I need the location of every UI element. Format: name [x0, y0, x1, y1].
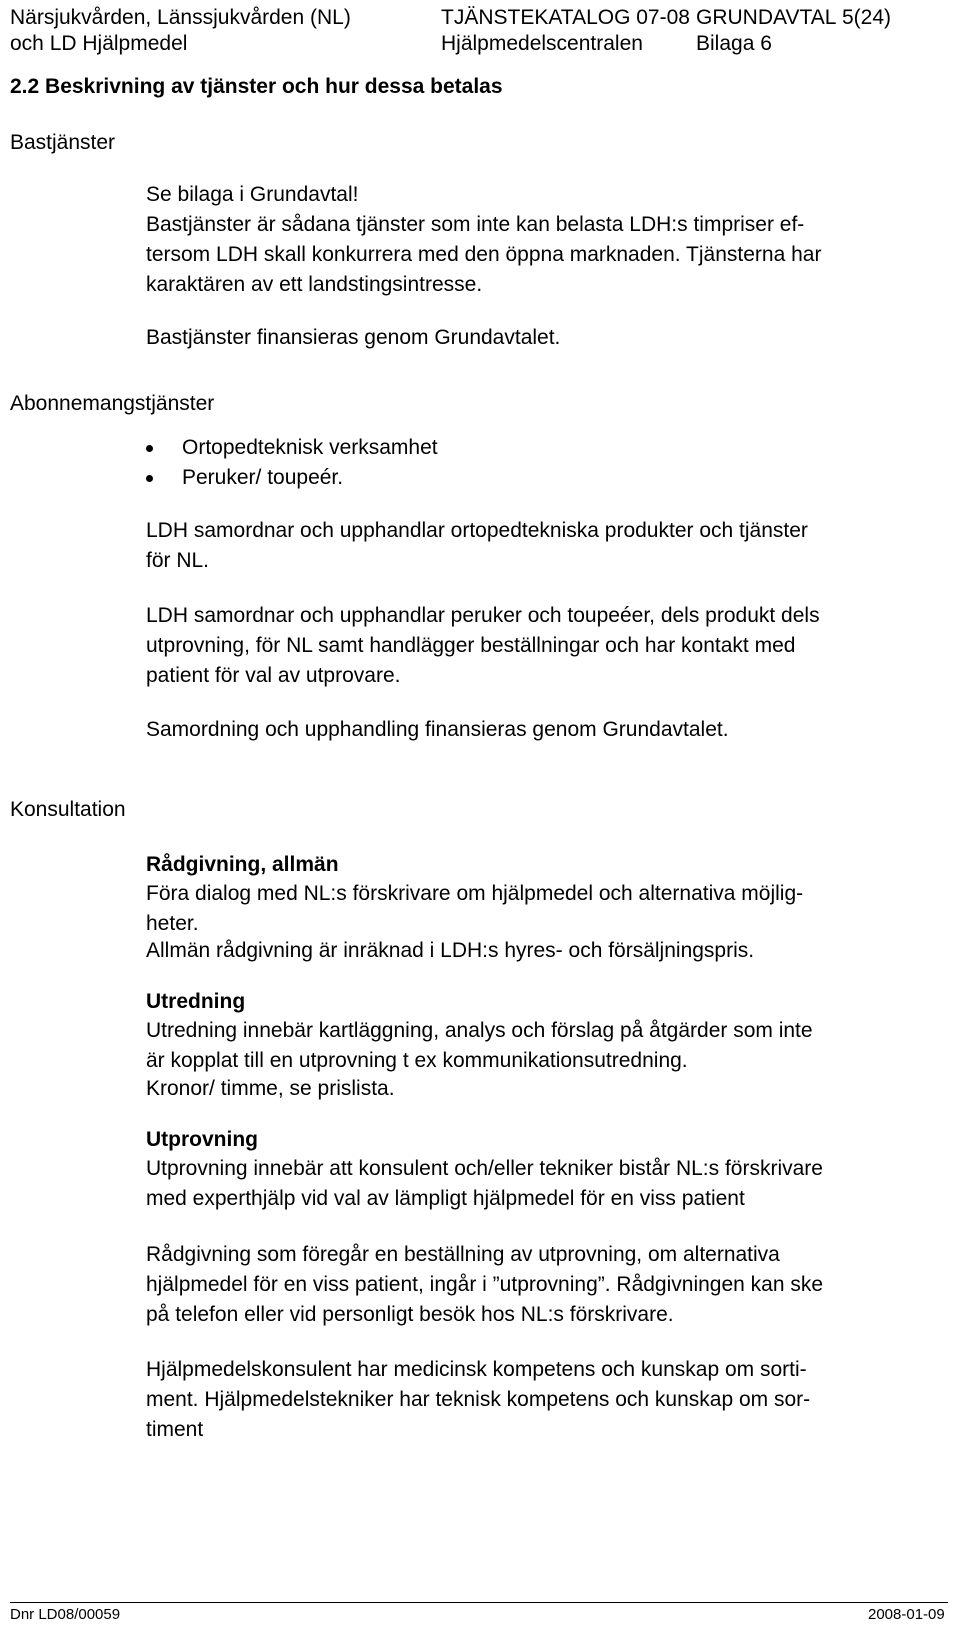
- bullet-text: Peruker/ toupeér.: [182, 466, 344, 489]
- text-line: Föra dialog med NL:s förskrivare om hjälpmedel och alternativa möjlig-: [146, 882, 804, 905]
- radgivning-text: [146, 879, 926, 939]
- header-org-line2: och LD Hjälpmedel: [10, 32, 188, 55]
- text-line: med experthjälp vid val av lämpligt hjälpmedel för en viss patient: [146, 1187, 745, 1210]
- text-line: tersom LDH skall konkurrera med den öppna marknaden. Tjänsterna har: [146, 243, 822, 266]
- utredning-price: Kronor/ timme, se prislista.: [146, 1077, 395, 1100]
- text-line: hjälpmedel för en viss patient, ingår i ”utprovning”. Rådgivningen kan ske: [146, 1273, 824, 1296]
- text-line: för NL.: [146, 549, 210, 572]
- utprovning-heading: Utprovning: [146, 1128, 258, 1151]
- text-line: Hjälpmedelskonsulent har medicinsk kompetens och kunskap om sorti-: [146, 1358, 807, 1381]
- bastjanster-paragraph-1: [146, 180, 926, 300]
- text-line: timent: [146, 1418, 204, 1441]
- side-label-abonnemang: Abonnemangstjänster: [10, 392, 215, 415]
- header-org-line1: Närsjukvården, Länssjukvården (NL): [10, 6, 351, 29]
- text-line: LDH samordnar och upphandlar peruker och toupeéer, dels produkt dels: [146, 604, 820, 627]
- text-line: ment. Hjälpmedelstekniker har teknisk kompetens och kunskap om sor-: [146, 1388, 811, 1411]
- abonnemang-paragraph-2: [146, 601, 926, 691]
- utredning-heading: Utredning: [146, 990, 246, 1013]
- section-title: 2.2 Beskrivning av tjänster och hur dessa betalas: [10, 75, 503, 98]
- text-line: Utprovning innebär att konsulent och/eller tekniker bistår NL:s förskrivare: [146, 1157, 823, 1180]
- text-line: Utredning innebär kartläggning, analys och förslag på åtgärder som inte: [146, 1019, 813, 1042]
- radgivning-heading: Rådgivning, allmän: [146, 853, 339, 876]
- bullet-text: Ortopedteknisk verksamhet: [182, 436, 438, 459]
- side-label-konsultation: Konsultation: [10, 798, 126, 821]
- utredning-text: [146, 1016, 926, 1076]
- text-line: utprovning, för NL samt handlägger beställningar och har kontakt med: [146, 634, 796, 657]
- header-page-number: 5(24): [842, 6, 892, 29]
- text-line: patient för val av utprovare.: [146, 664, 401, 687]
- header-catalog-line2: Hjälpmedelscentralen: [441, 32, 643, 55]
- utprovning-paragraph-3: [146, 1355, 926, 1445]
- bullet-dot-icon: [146, 475, 153, 482]
- radgivning-note: Allmän rådgivning är inräknad i LDH:s hyres- och försäljningspris.: [146, 939, 755, 962]
- footer-doc-number: Dnr LD08/00059: [10, 1606, 121, 1623]
- abonnemang-paragraph-1: [146, 516, 926, 576]
- footer-date: 2008-01-09: [868, 1606, 945, 1623]
- text-line: karaktären av ett landstingsintresse.: [146, 273, 483, 296]
- bullet-dot-icon: [146, 445, 153, 452]
- side-label-bastjanster: Bastjänster: [10, 131, 116, 154]
- text-line: på telefon eller vid personligt besök hos NL:s förskrivare.: [146, 1303, 674, 1326]
- utprovning-paragraph-2: [146, 1240, 926, 1330]
- text-line: Rådgivning som föregår en beställning av utprovning, om alternativa: [146, 1243, 780, 1266]
- text-line: Se bilaga i Grundavtal!: [146, 183, 359, 206]
- header-agreement-line2: Bilaga 6: [696, 32, 772, 55]
- text-line: är kopplat till en utprovning t ex kommunikationsutredning.: [146, 1049, 688, 1072]
- abonnemang-financing: Samordning och upphandling finansieras genom Grundavtalet.: [146, 718, 729, 741]
- header-catalog-line1: TJÄNSTEKATALOG 07-08: [441, 6, 690, 29]
- text-line: LDH samordnar och upphandlar ortopedtekniska produkter och tjänster: [146, 519, 808, 542]
- utprovning-text: [146, 1154, 926, 1214]
- footer-divider: [10, 1602, 948, 1603]
- header-agreement-line1: GRUNDAVTAL: [696, 6, 837, 29]
- text-line: heter.: [146, 912, 199, 935]
- text-line: Bastjänster är sådana tjänster som inte kan belasta LDH:s timpriser ef-: [146, 213, 805, 236]
- bastjanster-financing: Bastjänster finansieras genom Grundavtalet.: [146, 326, 561, 349]
